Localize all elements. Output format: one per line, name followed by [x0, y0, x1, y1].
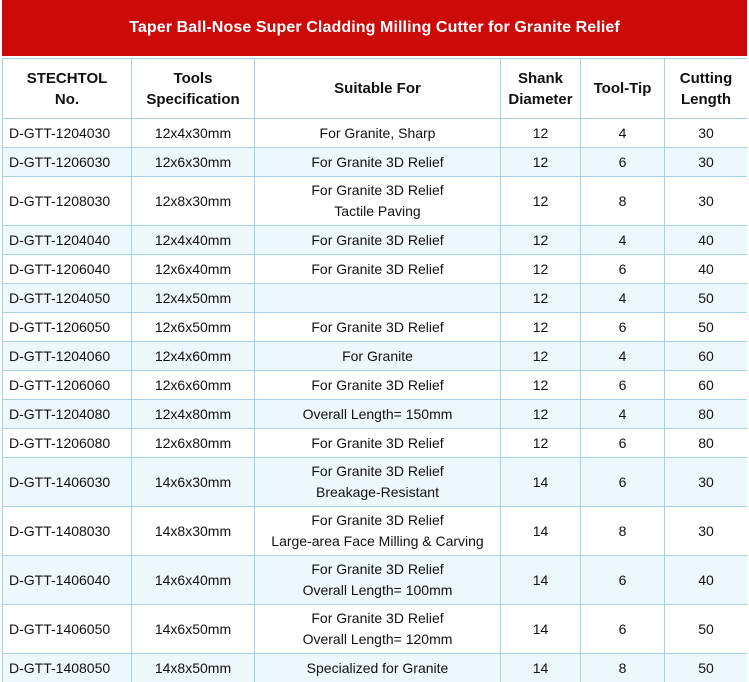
cell-spec: 12x6x30mm	[132, 148, 255, 177]
cell-code: D-GTT-1206030	[3, 148, 132, 177]
header-spec	[132, 59, 255, 119]
cell-suitable-line: For Granite 3D Relief	[311, 231, 444, 248]
cell-suitable	[255, 654, 501, 682]
cell-tip: 8	[581, 507, 665, 556]
cell-tip: 8	[581, 177, 665, 226]
cell-spec: 14x6x40mm	[132, 556, 255, 605]
cell-length: 30	[665, 148, 748, 177]
cell-tip: 6	[581, 148, 665, 177]
cell-shank: 14	[501, 556, 581, 605]
cell-suitable-line: Overall Length= 100mm	[302, 582, 453, 598]
cell-length: 30	[665, 177, 748, 226]
cell-length: 60	[665, 342, 748, 371]
header-shank-line: Shank	[517, 69, 563, 87]
cell-code: D-GTT-1204080	[3, 400, 132, 429]
cell-suitable-line: For Granite 3D Relief	[311, 182, 444, 198]
header-code-line: STECHTOL	[26, 69, 108, 87]
cell-code: D-GTT-1206050	[3, 313, 132, 342]
cell-shank: 12	[501, 313, 581, 342]
cell-suitable	[255, 255, 501, 284]
cell-code: D-GTT-1206080	[3, 429, 132, 458]
cell-length: 30	[665, 507, 748, 556]
cell-code: D-GTT-1204030	[3, 119, 132, 148]
cell-suitable-line: Large-area Face Milling & Carving	[271, 533, 484, 549]
cell-shank: 12	[501, 342, 581, 371]
header-tip	[581, 59, 665, 119]
cell-spec: 12x4x40mm	[132, 226, 255, 255]
cell-tip: 6	[581, 255, 665, 284]
cell-suitable-line: For Granite 3D Relief	[311, 512, 444, 528]
cell-suitable-line: For Granite 3D Relief	[311, 318, 444, 335]
cell-shank: 14	[501, 458, 581, 507]
cell-suitable	[255, 400, 501, 429]
cell-suitable	[255, 507, 501, 556]
table-row	[3, 148, 748, 177]
cell-spec: 12x6x80mm	[132, 429, 255, 458]
cell-tip: 6	[581, 458, 665, 507]
header-length-line: Length	[681, 90, 731, 108]
cell-shank: 12	[501, 400, 581, 429]
table-row	[3, 177, 748, 226]
cell-code: D-GTT-1206060	[3, 371, 132, 400]
cell-tip: 6	[581, 605, 665, 654]
cell-shank: 12	[501, 119, 581, 148]
cell-spec: 12x8x30mm	[132, 177, 255, 226]
cell-code: D-GTT-1204050	[3, 284, 132, 313]
cell-code: D-GTT-1206040	[3, 255, 132, 284]
table-row	[3, 119, 748, 148]
cell-tip: 6	[581, 371, 665, 400]
cell-suitable-line: Tactile Paving	[334, 203, 421, 219]
cell-suitable	[255, 371, 501, 400]
table-row	[3, 556, 748, 605]
cell-suitable-line: For Granite 3D Relief	[311, 376, 444, 393]
cell-spec: 14x6x50mm	[132, 605, 255, 654]
cell-suitable-line: For Granite 3D Relief	[311, 463, 444, 479]
cell-tip: 4	[581, 284, 665, 313]
cell-length: 40	[665, 226, 748, 255]
cell-shank: 14	[501, 507, 581, 556]
cell-tip: 4	[581, 400, 665, 429]
product-table-page	[2, 0, 747, 682]
table-row	[3, 429, 748, 458]
spec-table	[2, 58, 747, 682]
cell-shank: 14	[501, 654, 581, 682]
table-row	[3, 342, 748, 371]
cell-code: D-GTT-1408050	[3, 654, 132, 682]
header-length	[665, 59, 748, 119]
cell-suitable	[255, 556, 501, 605]
table-row	[3, 654, 748, 682]
table-row	[3, 255, 748, 284]
cell-suitable	[255, 605, 501, 654]
cell-spec: 14x8x30mm	[132, 507, 255, 556]
cell-suitable-line: For Granite 3D Relief	[311, 610, 444, 626]
cell-code: D-GTT-1406050	[3, 605, 132, 654]
cell-spec: 12x4x80mm	[132, 400, 255, 429]
cell-tip: 6	[581, 556, 665, 605]
cell-shank: 14	[501, 605, 581, 654]
cell-code: D-GTT-1406030	[3, 458, 132, 507]
table-row	[3, 507, 748, 556]
cell-suitable	[255, 458, 501, 507]
header-shank-line: Diameter	[508, 90, 573, 108]
title-bar	[2, 0, 747, 58]
table-header-row	[3, 59, 748, 119]
header-code-line: No.	[54, 90, 80, 108]
cell-length: 60	[665, 371, 748, 400]
cell-spec: 12x4x60mm	[132, 342, 255, 371]
cell-length: 50	[665, 605, 748, 654]
cell-suitable-line: For Granite 3D Relief	[311, 153, 444, 170]
cell-suitable-line: Breakage-Resistant	[316, 484, 439, 500]
cell-tip: 6	[581, 313, 665, 342]
header-spec-line: Specification	[146, 90, 240, 108]
cell-shank: 12	[501, 255, 581, 284]
cell-suitable-line: For Granite 3D Relief	[311, 561, 444, 577]
cell-code: D-GTT-1204060	[3, 342, 132, 371]
cell-spec: 12x6x40mm	[132, 255, 255, 284]
cell-suitable	[255, 226, 501, 255]
cell-spec: 12x4x50mm	[132, 284, 255, 313]
cell-suitable-line: For Granite, Sharp	[319, 124, 436, 141]
table-row	[3, 313, 748, 342]
header-shank	[501, 59, 581, 119]
cell-shank: 12	[501, 371, 581, 400]
table-row	[3, 284, 748, 313]
cell-length: 30	[665, 119, 748, 148]
header-length-line: Cutting	[679, 69, 733, 87]
cell-tip: 4	[581, 119, 665, 148]
cell-suitable	[255, 177, 501, 226]
cell-suitable	[255, 342, 501, 371]
cell-tip: 4	[581, 226, 665, 255]
cell-shank: 12	[501, 226, 581, 255]
cell-shank: 12	[501, 177, 581, 226]
header-suitable-line: Suitable For	[334, 80, 421, 97]
cell-length: 30	[665, 458, 748, 507]
cell-suitable	[255, 119, 501, 148]
cell-tip: 4	[581, 342, 665, 371]
cell-suitable-line: For Granite 3D Relief	[311, 260, 444, 277]
cell-suitable-line: Specialized for Granite	[306, 659, 449, 676]
table-row	[3, 226, 748, 255]
table-row	[3, 371, 748, 400]
cell-spec: 12x6x60mm	[132, 371, 255, 400]
page-title: Taper Ball-Nose Super Cladding Milling Cutter for Granite Relief	[129, 19, 620, 36]
table-row	[3, 605, 748, 654]
cell-tip: 6	[581, 429, 665, 458]
cell-suitable	[255, 429, 501, 458]
cell-suitable-line: Overall Length= 120mm	[302, 631, 453, 647]
cell-suitable	[255, 284, 501, 313]
cell-length: 50	[665, 654, 748, 682]
table-row	[3, 458, 748, 507]
cell-spec: 12x6x50mm	[132, 313, 255, 342]
cell-spec: 14x8x50mm	[132, 654, 255, 682]
cell-length: 40	[665, 556, 748, 605]
header-code	[3, 59, 132, 119]
cell-suitable-line: Overall Length= 150mm	[302, 405, 453, 422]
table-row	[3, 400, 748, 429]
cell-spec: 12x4x30mm	[132, 119, 255, 148]
cell-code: D-GTT-1204040	[3, 226, 132, 255]
cell-suitable-line: For Granite	[342, 347, 413, 364]
cell-suitable	[255, 313, 501, 342]
cell-length: 80	[665, 400, 748, 429]
cell-code: D-GTT-1408030	[3, 507, 132, 556]
cell-length: 50	[665, 284, 748, 313]
cell-suitable	[255, 148, 501, 177]
cell-length: 40	[665, 255, 748, 284]
cell-code: D-GTT-1208030	[3, 177, 132, 226]
cell-spec: 14x6x30mm	[132, 458, 255, 507]
cell-length: 50	[665, 313, 748, 342]
table-body	[3, 119, 748, 682]
cell-code: D-GTT-1406040	[3, 556, 132, 605]
cell-shank: 12	[501, 284, 581, 313]
header-tip-line: Tool-Tip	[593, 80, 652, 97]
header-suitable	[255, 59, 501, 119]
cell-length: 80	[665, 429, 748, 458]
header-spec-line: Tools	[173, 69, 213, 87]
cell-suitable-line: For Granite 3D Relief	[311, 434, 444, 451]
cell-shank: 12	[501, 429, 581, 458]
cell-shank: 12	[501, 148, 581, 177]
cell-tip: 8	[581, 654, 665, 682]
